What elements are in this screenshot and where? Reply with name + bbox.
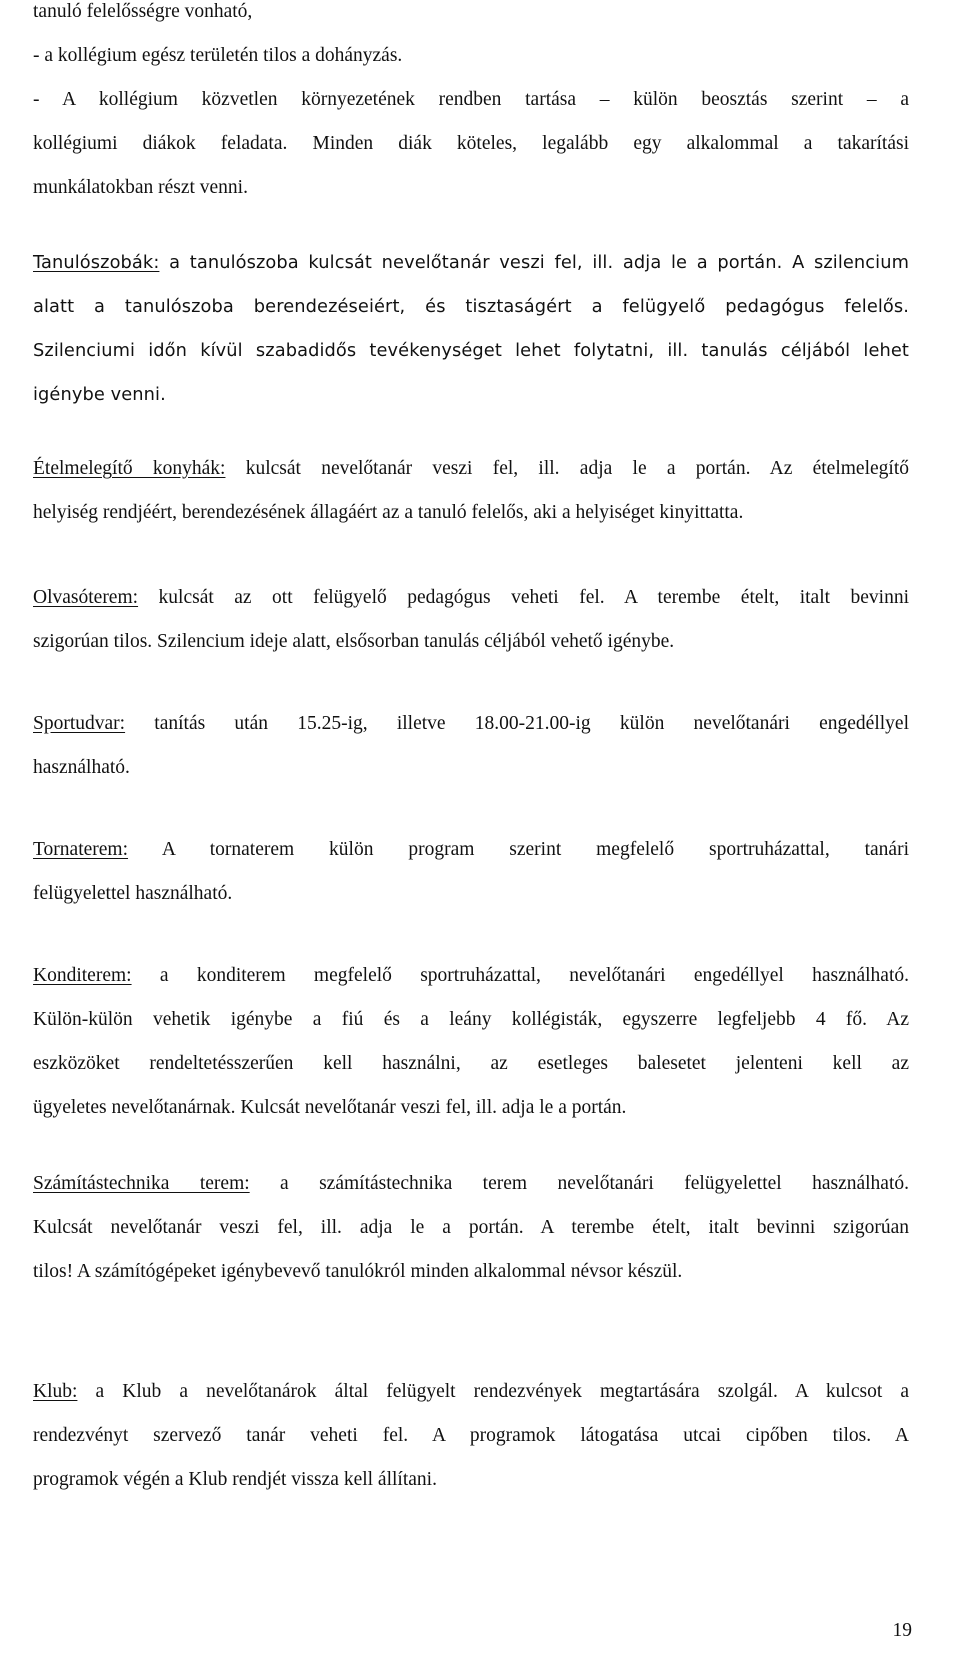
section-klub: [33, 1370, 909, 1502]
text-line: tilos! A számítógépeket igénybevevő tanulókról minden alkalommal névsor készül.: [33, 1261, 683, 1282]
section-heading: Klub:: [33, 1381, 78, 1402]
section-text: kulcsát az ott felügyelő pedagógus veheti fel. A terembe ételt, italt bevinni: [138, 587, 909, 608]
section-text: A tornaterem külön program szerint megfelelő sportruházattal, tanári: [128, 839, 909, 860]
section-heading: Tornaterem:: [33, 839, 129, 860]
section-sportudvar: [33, 702, 909, 790]
intro-paragraph: [33, 0, 909, 210]
section-heading: Sportudvar:: [33, 713, 126, 734]
text-line: igénybe venni.: [33, 384, 166, 405]
section-heading: Számítástechnika terem:: [33, 1173, 250, 1194]
text-line: Külön-külön vehetik igénybe a fiú és a leány kollégisták, egyszerre legfeljebb 4 fő. Az: [33, 1009, 909, 1030]
section-szamitastechnika: [33, 1162, 909, 1294]
text-line: Kulcsát nevelőtanár veszi fel, ill. adja le a portán. A terembe ételt, italt bevinni szigorúan: [33, 1217, 909, 1238]
text-line: használható.: [33, 757, 130, 778]
text-line: ügyeletes nevelőtanárnak. Kulcsát nevelőtanár veszi fel, ill. adja le a portán.: [33, 1097, 627, 1118]
text-line: programok végén a Klub rendjét vissza kell állítani.: [33, 1469, 437, 1490]
text-line: kollégiumi diákok feladata. Minden diák köteles, legalább egy alkalommal a takarítási: [33, 133, 909, 154]
section-heading: Konditerem:: [33, 965, 132, 986]
text-line: Szilenciumi időn kívül szabadidős tevékenységet lehet folytatni, ill. tanulás céljából lehet: [33, 340, 909, 361]
section-text: a konditerem megfelelő sportruházattal, nevelőtanári engedéllyel használható.: [131, 965, 909, 986]
text-line: rendezvényt szervező tanár veheti fel. A programok látogatása utcai cipőben tilos. A: [33, 1425, 909, 1446]
text-line: szigorúan tilos. Szilencium ideje alatt, elsősorban tanulás céljából vehető igénybe.: [33, 631, 675, 652]
text-line: tanuló felelősségre vonható,: [33, 1, 253, 22]
section-text: a Klub a nevelőtanárok által felügyelt rendezvények megtartására szolgál. A kulcsot a: [77, 1381, 909, 1402]
section-text: tanítás után 15.25-ig, illetve 18.00-21.00-ig külön nevelőtanári engedéllyel: [125, 713, 909, 734]
section-tornaterem: [33, 828, 909, 916]
text-line: - A kollégium közvetlen környezetének rendben tartása – külön beosztás szerint – a: [33, 89, 909, 110]
section-text: kulcsát nevelőtanár veszi fel, ill. adja le a portán. Az ételmelegítő: [225, 458, 909, 479]
section-olvasoterem: [33, 576, 909, 664]
section-tanuloszobak: [33, 241, 909, 417]
text-line: alatt a tanulószoba berendezéseiért, és tisztaságért a felügyelő pedagógus felelős.: [33, 296, 909, 317]
section-heading: Tanulószobák:: [33, 252, 160, 273]
section-konditerem: [33, 954, 909, 1130]
text-line: helyiség rendjéért, berendezésének állagáért az a tanuló felelős, aki a helyiséget kinyittatta.: [33, 502, 744, 523]
page-number: 19: [892, 1620, 912, 1641]
text-line: felügyelettel használható.: [33, 883, 233, 904]
section-heading: Olvasóterem:: [33, 587, 139, 608]
text-line: munkálatokban részt venni.: [33, 177, 248, 198]
section-text: a számítástechnika terem nevelőtanári felügyelettel használható.: [249, 1173, 909, 1194]
section-heading: Ételmelegítő konyhák:: [33, 458, 226, 479]
text-line: eszközöket rendeltetésszerűen kell használni, az esetleges balesetet jelenteni kell az: [33, 1053, 909, 1074]
section-etelmelegito: [33, 447, 909, 535]
text-line: - a kollégium egész területén tilos a dohányzás.: [33, 45, 403, 66]
section-text: a tanulószoba kulcsát nevelőtanár veszi fel, ill. adja le a portán. A szilencium: [159, 252, 909, 273]
